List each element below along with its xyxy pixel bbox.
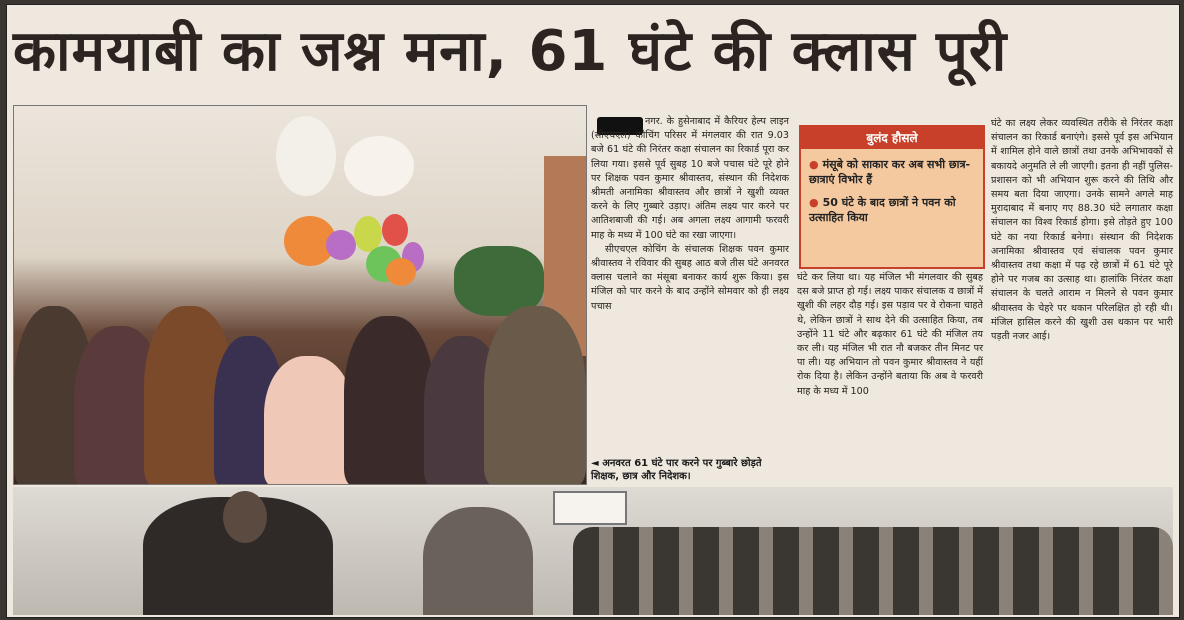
highlight-item xyxy=(809,195,975,225)
celebration-photo xyxy=(13,105,587,485)
article-column-1 xyxy=(591,115,789,314)
bullet-icon: ● xyxy=(809,158,819,171)
balloon xyxy=(344,136,414,196)
caption-arrow-icon: ◄ xyxy=(591,458,599,469)
balloon xyxy=(326,230,356,260)
article-paragraph: घंटे कर लिया था। यह मंजिल भी मंगलवार की सुबह दस बजे प्राप्त हो गई। लक्ष्य पाकर संचालक व छात्रों में खुशी की लहर दौड़ गई। इस पड़ाव पर वे रोकना चाहते थे, लेकिन छात्रों ने साथ देने की उत्साहित किया, तब उन्होंने 11 घंटे और बढ़कार 61 घंटे की मंजिल तय कर ली। यह मंजिल भी रात नौ बजकर तीन मिनट पर पा ली। यह अभियान तो पवन कुमार श्रीवास्तव ने यहीं रोक दिया है। लेकिन उन्होंने बताया कि अब वे फरवरी माह के मध्य में 100 xyxy=(797,272,983,397)
highlight-box xyxy=(799,125,985,269)
article-paragraph: नगर. के हुसेनाबाद में कैरियर हेल्प लाइन (सीएचएल) कोचिंग परिसर में मंगलवार की रात 9.03 बजे 61 घंटे की निरंतर कक्षा संचालन का रिकार्ड पूरा कर लिया गया। इससे पूर्व सुबह 10 बजे पचास घंटे पूरे होने पर शिक्षक पवन कुमार श्रीवास्तव, संस्थान की निदेशक श्रीमती अनामिका श्रीवास्तव और छात्रों ने खुशी व्यक्त करने के लिए गुब्बारे उड़ाए। अंतिम लक्ष्य पार करने पर आतिशबाजी की गई। अब अगला लक्ष्य आगामी फरवरी माह के मध्य में 100 घंटे का रखा जाएगा। xyxy=(591,116,789,241)
crowd-person xyxy=(484,306,586,485)
headline: कामयाबी का जश्न मना, 61 घंटे की क्लास पूरी xyxy=(13,19,1008,84)
classroom-photo xyxy=(13,487,1173,615)
crowd-person xyxy=(264,356,354,485)
teacher-head xyxy=(223,491,267,543)
highlight-item-text: 50 घंटे के बाद छात्रों ने पवन को उत्साहित किया xyxy=(809,196,956,224)
crowd-person xyxy=(344,316,434,485)
highlight-item xyxy=(809,157,975,187)
students-crowd xyxy=(573,527,1173,615)
balloon xyxy=(276,116,336,196)
article-paragraph: सीएचएल कोचिंग के संचालक शिक्षक पवन कुमार श्रीवास्तव ने रविवार की सुबह आठ बजे तीस घंटे अनवरत क्लास चलाने का मंसूबा बनाकर कार्य शुरू किया। इस मंजिल को पार करने के बाद उन्होंने सोमवार को ही लक्ष्य पचास xyxy=(591,243,789,312)
photo-caption xyxy=(591,457,789,483)
article-column-3 xyxy=(991,117,1173,344)
window xyxy=(553,491,627,525)
newspaper-clipping xyxy=(6,4,1180,618)
highlight-item-text: मंसूबे को साकार कर अब सभी छात्र-छात्राएं विभोर हैं xyxy=(809,158,971,186)
bullet-icon: ● xyxy=(809,196,819,209)
caption-text: अनवरत 61 घंटे पार करने पर गुब्बारे छोड़ते शिक्षक, छात्र और निदेशक। xyxy=(591,458,762,482)
highlight-box-title: बुलंद हौसले xyxy=(801,127,983,149)
balloon xyxy=(382,214,408,246)
balloon xyxy=(386,258,416,286)
article-paragraph: घंटे का लक्ष्य लेकर व्यवस्थित तरीके से निरंतर कक्षा संचालन का रिकार्ड बनाएंगे। इससे पूर्व इस अभियान में शामिल होने वाले छात्रों तथा उनके अभिभावकों से बकायदे अनुमति ले ली जाएगी। इतना ही नहीं पुलिस-प्रशासन को भी अभियान शुरू करने की तिथि और समय बता दिया जाएगा। उनके सामने अगले माह मुरादाबाद में बनाए गए 88.30 घंटे लगातार कक्षा संचालन का विश्व रिकार्ड होगा। इसे तोड़ते हुए 100 घंटे का नया रिकार्ड बनेगा। संस्थान की निदेशक अनामिका श्रीवास्तव एवं संचालक पवन कुमार श्रीवास्तव तथा कक्षा में पढ़ रहे छात्रों में 61 घंटे पूरे होने पर गजब का उत्साह था। हालांकि निरंतर कक्षा संचालन के चलते आराम न मिलने से पवन कुमार श्रीवास्तव के चेहरे पर थकान परिलक्षित हो रही थी। मंजिल हासिल करने की खुशी उस थकान पर भारी पड़ती नजर आई। xyxy=(991,118,1173,343)
student-figure xyxy=(423,507,533,615)
article-column-2 xyxy=(797,271,983,399)
